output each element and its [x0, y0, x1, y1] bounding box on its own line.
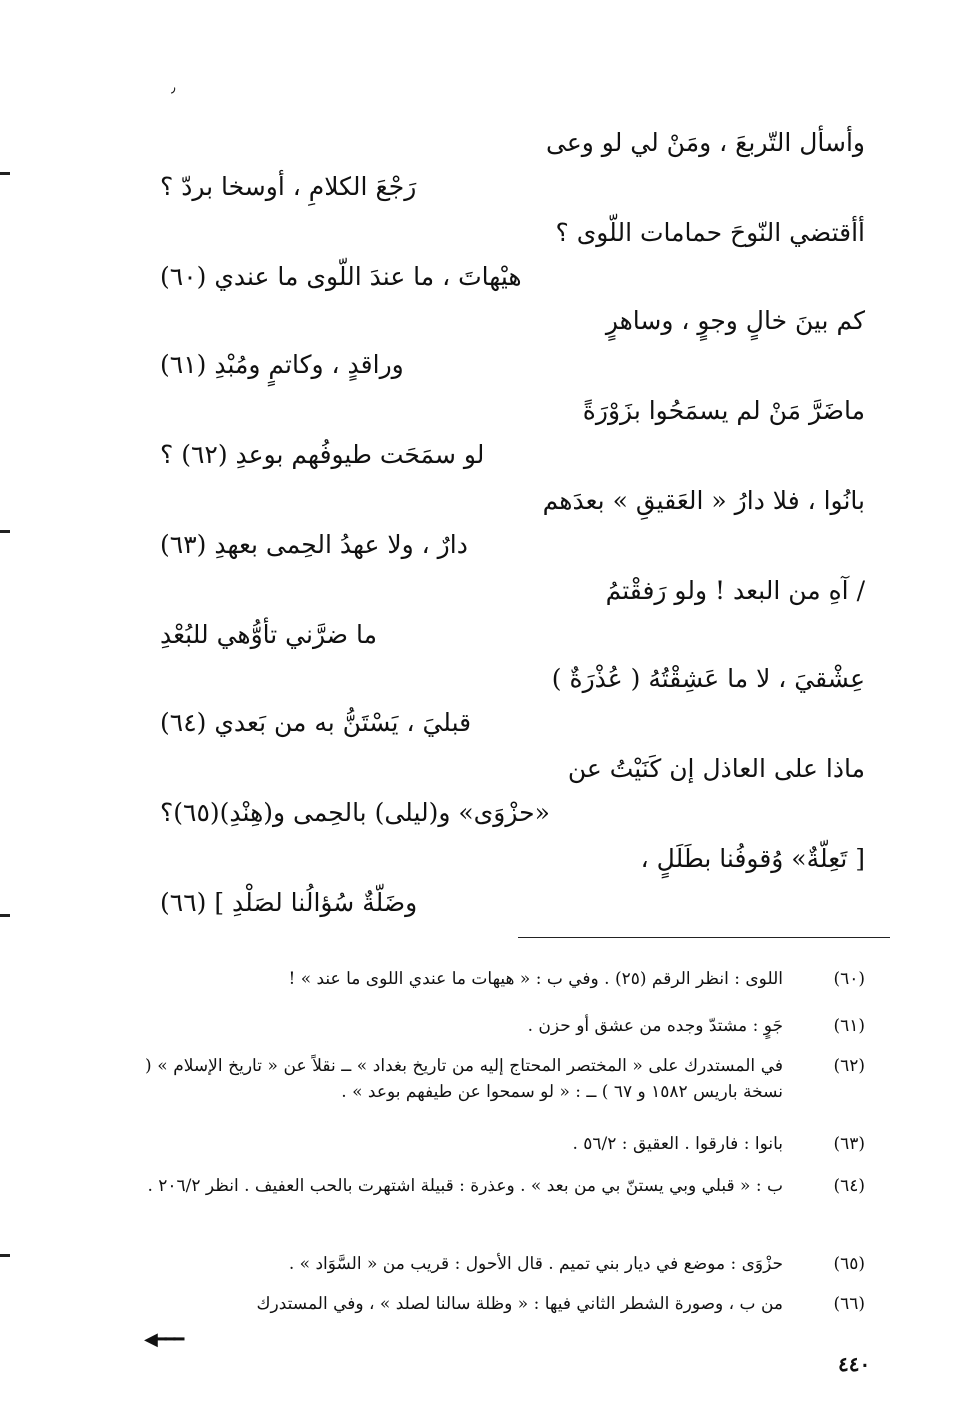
- edge-mark: [0, 530, 10, 533]
- verse-line: ماذا على العاذل إن كَنَيْتُ عن: [567, 754, 865, 783]
- ink-dot: ٫: [171, 80, 176, 96]
- footnote: [145, 1053, 865, 1106]
- footnote-number: (٦٤): [833, 1176, 865, 1196]
- verse-line: وأسأل التّربعَ ، ومَنْ لي لو وعى: [546, 128, 865, 157]
- verse-line: ما ضرَّني تأوُّهي للبُعْدِ: [160, 620, 377, 649]
- footnote-number: (٦٣): [833, 1134, 865, 1154]
- footnote-text: حزْوَى : موضع في ديار بني تميم . قال الأحول : قريب من « السَّوَاد » .: [288, 1254, 783, 1274]
- verse-line: «حزْوَى» و(ليلى) بالحِمى و(هِنْدِ)(٦٥)؟: [160, 798, 550, 827]
- verse-line: ماضَرَّ مَنْ لم يسمَحُوا بزَوْرَةً: [582, 396, 865, 425]
- verse-line: وضَلّةٌ سُؤالُنا لصَلْدِ ] (٦٦): [160, 888, 418, 917]
- verse-line: دارٌ ، ولا عهدُ الحِمى بعهدِ (٦٣): [160, 530, 468, 559]
- verse-line: وراقدٍ ، وكاتمٍ ومُبْدِ (٦١): [160, 350, 404, 379]
- verse-line: [ تَعِلّةٌ» وُقوفُنا بطَلَلٍ ،: [640, 844, 865, 873]
- footnote: [145, 966, 865, 992]
- footnote-text: في المستدرك على « المختصر المحتاج إليه من تاريخ بغداد » ــ نقلاً عن « تاريخ الإسلام » ( نسخة باريس ١٥٨٢ و ٦٧ ) ــ : « لو سمحوا عن طيفهم بوعد » .: [145, 1056, 783, 1103]
- footnote: [145, 1251, 865, 1277]
- verse-line: عِشْقيَ ، لا ما عَشِقْتُهُ ( عُذْرَةٌ ): [551, 664, 865, 693]
- verse-line: قبليَ ، يَسْتَنُّ به من بَعدي (٦٤): [160, 708, 472, 737]
- footnote-number: (٦٢): [833, 1056, 865, 1076]
- edge-mark: [0, 914, 10, 917]
- footnote-text: اللوى : انظر الرقم (٢٥) . وفي ب : « هيهات ما عندي اللوى ما عند » !: [288, 969, 783, 989]
- verse-line: رَجْعَ الكلامِ ، أوسخا بردّ ؟: [160, 172, 417, 201]
- verse-line: هيْهاتَ ، ما عندَ اللّوى ما عندي (٦٠): [160, 262, 522, 291]
- footnote: [145, 1173, 865, 1199]
- continuation-arrow-icon: ◀━━━: [144, 1329, 183, 1350]
- footnote-text: بانوا : فارقوا . العقيق : ٥٦/٢ .: [572, 1134, 783, 1154]
- verse-line: / آهِ من البعد ! ولو رَفقْتمُ: [605, 576, 865, 605]
- footnote-text: ب : « قبلي وبي يستنّ بي من بعد » . وعذرة : قبيلة اشتهرت بالحب العفيف . انظر ٢٠٦/٢ .: [147, 1176, 783, 1196]
- edge-mark: [0, 172, 10, 175]
- page-number: ٤٤٠: [838, 1352, 871, 1376]
- footnote-number: (٦٠): [833, 969, 865, 989]
- footnote: [145, 1013, 865, 1039]
- edge-mark: [0, 1254, 10, 1257]
- footnote-text: من ب ، وصورة الشطر الثاني فيها : « وظلة سالنا لصلد » ، وفي المستدرك: [256, 1294, 783, 1314]
- verse-line: بانُوا ، فلا دارُ « العَقيقِ » بعدَهم: [542, 486, 865, 515]
- verse-line: كم بينَ خالٍ وجوٍ ، وساهرٍ: [605, 306, 865, 335]
- footnote: [145, 1131, 865, 1157]
- footnote-number: (٦٦): [833, 1294, 865, 1314]
- verse-line: أأقتضي النّوحَ حمامات اللّوى ؟: [555, 218, 865, 247]
- footnote-separator: [518, 937, 890, 938]
- verse-line: لو سمَحَت طيوفُهم بوعدِ (٦٢) ؟: [160, 440, 485, 469]
- footnote-text: جَوٍ : مشتدّ وجده من عشق أو حزن .: [527, 1016, 783, 1036]
- footnote-number: (٦٥): [833, 1254, 865, 1274]
- footnote-number: (٦١): [833, 1016, 865, 1036]
- footnote: [145, 1291, 865, 1317]
